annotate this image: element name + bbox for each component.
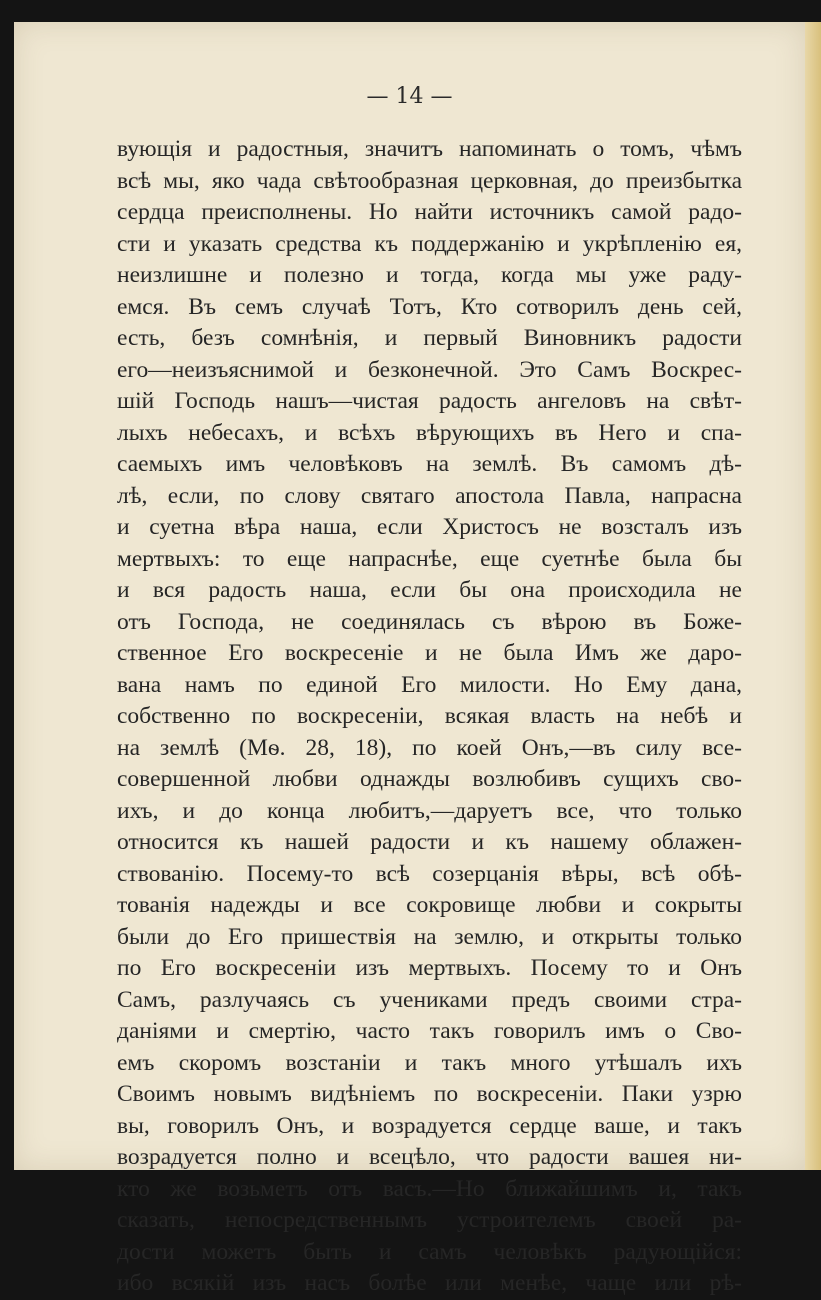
page-number: — 14 — [366, 84, 453, 109]
text-line: относится къ нашей радости и къ нашему облажен- [117, 829, 742, 855]
text-line: вы, говорилъ Онъ, и возрадуется сердце ваше, и такъ [117, 1112, 742, 1139]
text-line: и суетна вѣра наша, если Христосъ не возсталъ изъ [117, 514, 742, 540]
text-line: сердца преисполнены. Но найти источникъ самой радо- [117, 199, 742, 225]
text-line: мертвыхъ: то еще напраснѣе, еще суетнѣе была бы [117, 545, 742, 572]
text-line: собственно по воскресеніи, всякая власть на небѣ и [117, 703, 742, 729]
text-line: ихъ, и до конца любитъ,—даруетъ все, что только [117, 797, 742, 824]
text-line: шій Господь нашъ—чистая радость ангеловъ на свѣт- [117, 388, 742, 414]
text-line: Своимъ новымъ видѣніемъ по воскресеніи. Паки узрю [117, 1081, 742, 1107]
text-line: по Его воскресеніи изъ мертвыхъ. Посему то и Онъ [117, 955, 742, 981]
text-line: его—неизъяснимой и безконечной. Это Самъ Воскрес- [117, 356, 742, 383]
text-line: вана намъ по единой Его милости. Но Ему дана, [117, 671, 742, 698]
page-edge [805, 22, 821, 1170]
text-line: ибо всякій изъ насъ болѣе или менѣе, чаще или рѣ- [117, 1270, 742, 1296]
text-line: всѣ мы, яко чада свѣтообразная церковная, до преизбытка [117, 167, 742, 194]
text-line: и вся радость наша, если бы она происходила не [117, 577, 742, 603]
body-text [117, 134, 742, 1300]
text-line: лыхъ небесахъ, и всѣхъ вѣрующихъ въ Него и спа- [117, 419, 742, 446]
text-line: кто же возьметъ отъ васъ.—Но ближайшимъ и, такъ [117, 1175, 742, 1202]
text-line: ственное Его воскресеніе и не была Имъ же даро- [117, 640, 742, 666]
text-line: совершенной любви однажды возлюбивъ сущихъ сво- [117, 766, 742, 792]
text-line: емся. Въ семъ случаѣ Тотъ, Кто сотворилъ день сей, [117, 293, 742, 320]
text-line: возрадуется полно и всецѣло, что радости вашея ни- [117, 1144, 742, 1170]
book-page [14, 22, 805, 1296]
text-line: саемыхъ имъ человѣковъ на землѣ. Въ самомъ дѣ- [117, 451, 742, 477]
text-line: даніями и смертію, часто такъ говорилъ имъ о Сво- [117, 1018, 742, 1044]
text-line: емъ скоромъ возстаніи и такъ много утѣшалъ ихъ [117, 1049, 742, 1076]
text-line: Самъ, разлучаясь съ учениками предъ своими стра- [117, 986, 742, 1013]
text-line: на землѣ (Мѳ. 28, 18), по коей Онъ,—въ силу все- [117, 734, 742, 761]
text-line: отъ Господа, не соединялась съ вѣрою въ Боже- [117, 608, 742, 635]
text-line: сказать, непосредственнымъ устроителемъ своей ра- [117, 1207, 742, 1233]
text-line: ствованію. Посему-то всѣ созерцанія вѣры, всѣ обѣ- [117, 860, 742, 887]
text-line: сти и указать средства къ поддержанію и укрѣпленію ея, [117, 230, 742, 257]
text-line: вующія и радостныя, значитъ напоминать о томъ, чѣмъ [117, 136, 742, 162]
text-line: тованія надежды и все сокровище любви и сокрыты [117, 892, 742, 918]
text-line: неизлишне и полезно и тогда, когда мы уже раду- [117, 262, 742, 288]
text-line: были до Его пришествія на землю, и открыты только [117, 923, 742, 950]
text-line: есть, безъ сомнѣнія, и первый Виновникъ радости [117, 325, 742, 351]
text-line: лѣ, если, по слову святаго апостола Павла, напрасна [117, 482, 742, 509]
text-line: дости можетъ быть и самъ человѣкъ радующійся: [117, 1238, 742, 1265]
